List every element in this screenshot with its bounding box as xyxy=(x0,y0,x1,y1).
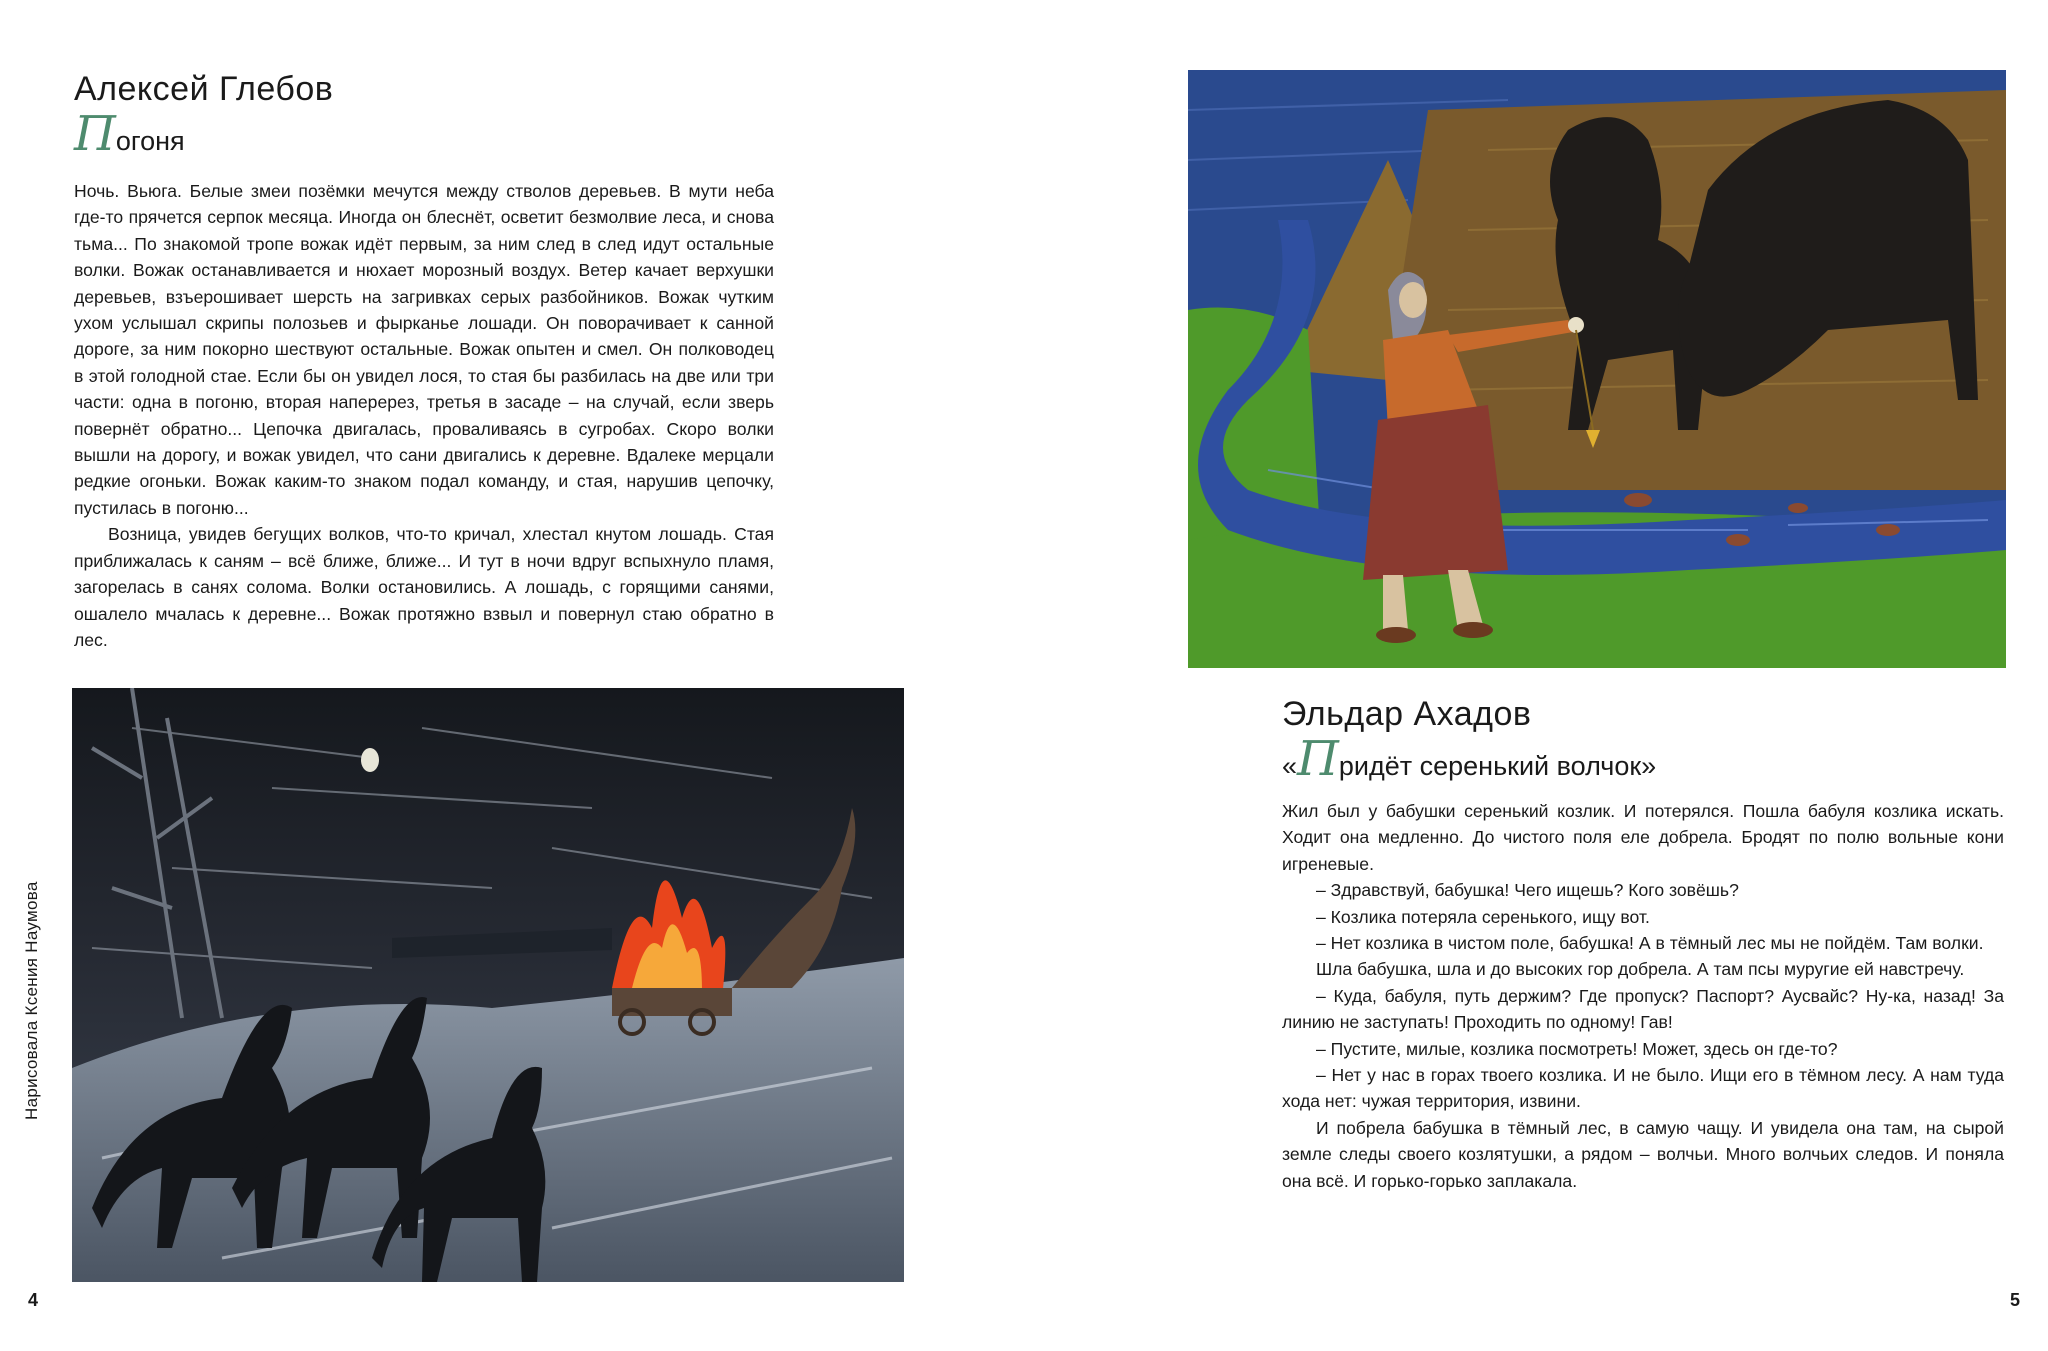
story-paragraph: Ночь. Вьюга. Белые змеи позёмки мечутся между стволов деревьев. В мути неба где-то прячется серпок месяца. Иногда он блеснёт, осветит безмолвие леса, и снова тьма... По знакомой тропе вожак идёт первым, за ним след в след идут остальные волки. Вожак останавливается и нюхает морозный воздух. Ветер качает верхушки деревьев, взъерошивает шерсть на загривках серых разбойников. Вожак чутким ухом услышал скрипы полозьев и фырканье лошади. Он поворачивает к санной дороге, за ним покорно шествуют остальные. Вожак опытен и смел. Он полководец в этой голодной стае. Если бы он увидел лося, то стая бы разбилась на две или три части: одна в погоню, вторая наперерез, третья в засаде – на случай, если зверь повернёт обратно... Цепочка двигалась, проваливаясь в сугробах. Скоро волки вышли на дорогу, и вожак увидел, что сани двигались к деревне. Вдалеке мерцали редкие огоньки. Вожак каким-то знаком подал команду, и стая, нарушив цепочку, пустилась в погоню... xyxy=(74,181,774,518)
right-story-header xyxy=(1282,695,1657,787)
illustration-credit: Нарисовала Ксения Наумова xyxy=(22,881,41,1120)
right-page xyxy=(1024,0,2048,1351)
author-name: Алексей Глебов xyxy=(74,70,334,108)
story-title xyxy=(74,106,333,162)
story-paragraph: Жил был у бабушки серенький козлик. И потерялся. Пошла бабуля козлика искать. Ходит она медленно. До чистого поля еле добрела. Бродят по полю вольные кони игреневые. xyxy=(1282,801,2004,874)
story-text xyxy=(1282,798,2004,1194)
title-rest: огоня xyxy=(115,126,185,156)
story-paragraph: – Козлика потеряла серенького, ищу вот. xyxy=(1316,906,1650,927)
illustration-wolves-chase xyxy=(72,688,904,1282)
story-paragraph: Возница, увидев бегущих волков, что-то кричал, хлестал кнутом лошадь. Стая приближалась к саням – всё ближе, ближе... И тут в ночи вдруг вспыхнуло пламя, загорелась в санях солома. Волки остановились. А лошадь, с горящими санями, ошалело мчалась к деревне... Вожак протяжно взвыл и повернул стаю обратно в лес. xyxy=(74,524,774,650)
title-initial: П xyxy=(74,106,116,162)
title-rest: ридёт серенький волчок» xyxy=(1338,751,1657,781)
story-paragraph: – Пустите, милые, козлика посмотреть! Может, здесь он где-то? xyxy=(1316,1038,1838,1059)
story-paragraph: – Куда, бабуля, путь держим? Где пропуск? Паспорт? Аусвайс? Ну-ка, назад! За линию не заступать! Проходить по одному! Гав! xyxy=(1282,985,2004,1033)
story-paragraph: И побрела бабушка в тёмный лес, в самую чащу. И увидела она там, на сырой земле следы своего козлятушки, а рядом – волчьи. Много волчьих следов. И поняла она всё. И горько-горько заплакала. xyxy=(1282,1117,2004,1191)
title-initial: П xyxy=(1297,731,1339,787)
title-open-quote: « xyxy=(1282,751,1298,781)
page-number-left: 4 xyxy=(28,1290,39,1310)
story-paragraph: Шла бабушка, шла и до высоких гор добрела. А там псы муругие ей навстречу. xyxy=(1316,959,1965,980)
story-text xyxy=(74,178,774,653)
left-story-header xyxy=(74,70,334,162)
page-number-right: 5 xyxy=(2010,1290,2021,1310)
illustration-grandmother-and-dogs xyxy=(1188,70,2006,668)
author-name: Эльдар Ахадов xyxy=(1282,695,1532,733)
story-paragraph: – Нет у нас в горах твоего козлика. И не было. Ищи его в тёмном лесу. А нам туда хода нет: чужая территория, извини. xyxy=(1282,1065,2004,1112)
story-title xyxy=(1282,731,1657,787)
story-paragraph: – Здравствуй, бабушка! Чего ищешь? Кого зовёшь? xyxy=(1316,880,1739,901)
story-paragraph: – Нет козлика в чистом поле, бабушка! А в тёмный лес мы не пойдём. Там волки. xyxy=(1316,933,1984,954)
